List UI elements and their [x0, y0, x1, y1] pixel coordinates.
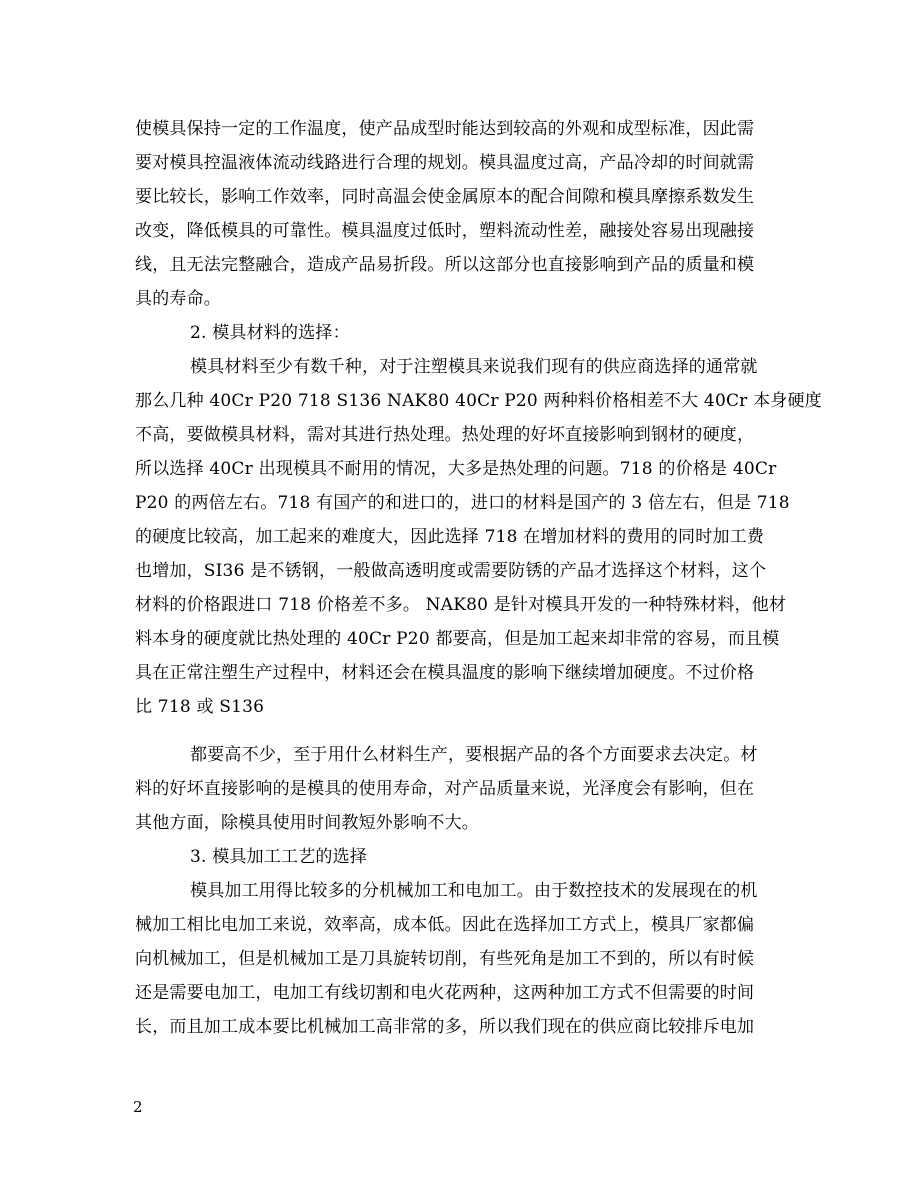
page-number: 2	[133, 1098, 143, 1116]
text-line: 也增加，SI36 是不锈钢，一般做高透明度或需要防锈的产品才选择这个材料，这个	[135, 561, 767, 581]
text-line: 那么几种 40Cr P20 718 S136 NAK80 40Cr P20 两种料价格相差不大 40Cr 本身硬度	[135, 391, 822, 411]
text-line: 所以选择 40Cr 出现模具不耐用的情况，大多是热处理的问题。718 的价格是 40Cr	[135, 459, 777, 479]
text-line: P20 的两倍左右。718 有国产的和进口的，进口的材料是国产的 3 倍左右，但是 718	[135, 493, 790, 513]
text-line: 其他方面，除模具使用时间教短外影响不大。	[135, 813, 479, 833]
section-heading: 2. 模具材料的选择：	[190, 323, 350, 343]
text-line: 要比较长，影响工作效率，同时高温会使金属原本的配合间隙和模具摩擦系数发生	[135, 187, 755, 207]
text-line: 料的好坏直接影响的是模具的使用寿命，对产品质量来说，光泽度会有影响，但在	[135, 779, 755, 799]
text-line: 线，且无法完整融合，造成产品易折段。所以这部分也直接影响到产品的质量和模	[135, 255, 755, 275]
section-heading: 3. 模具加工工艺的选择	[190, 847, 368, 867]
text-line: 要对模具控温液体流动线路进行合理的规划。模具温度过高，产品冷却的时间就需	[135, 153, 755, 173]
text-line: 长，而且加工成本要比机械加工高非常的多，所以我们现在的供应商比较排斥电加	[135, 1017, 755, 1037]
text-line: 具在正常注塑生产过程中，材料还会在模具温度的影响下继续增加硬度。不过价格	[135, 663, 755, 683]
text-line: 使模具保持一定的工作温度，使产品成型时能达到较高的外观和成型标准，因此需	[135, 119, 755, 139]
text-line: 向机械加工，但是机械加工是刀具旋转切削，有些死角是加工不到的，所以有时候	[135, 949, 755, 969]
text-line: 改变，降低模具的可靠性。模具温度过低时，塑料流动性差，融接处容易出现融接	[135, 221, 755, 241]
text-line: 料本身的硬度就比热处理的 40Cr P20 都要高，但是加工起来却非常的容易，而且模	[135, 629, 780, 649]
text-line: 还是需要电加工，电加工有线切割和电火花两种，这两种加工方式不但需要的时间	[135, 983, 755, 1003]
text-line: 模具材料至少有数千种，对于注塑模具来说我们现有的供应商选择的通常就	[190, 357, 758, 377]
text-line: 不高，要做模具材料，需对其进行热处理。热处理的好坏直接影响到钢材的硬度，	[135, 425, 755, 445]
text-line: 械加工相比电加工来说，效率高，成本低。因此在选择加工方式上，模具厂家都偏	[135, 915, 755, 935]
text-line: 模具加工用得比较多的分机械加工和电加工。由于数控技术的发展现在的机	[190, 881, 758, 901]
text-line: 比 718 或 S136	[135, 697, 265, 717]
text-line: 的硬度比较高，加工起来的难度大，因此选择 718 在增加材料的费用的同时加工费	[135, 527, 765, 547]
text-line: 都要高不少，至于用什么材料生产，要根据产品的各个方面要求去决定。材	[190, 745, 758, 765]
text-line: 材料的价格跟进口 718 价格差不多。 NAK80 是针对模具开发的一种特殊材料，他材	[135, 595, 787, 615]
text-line: 具的寿命。	[135, 289, 221, 309]
